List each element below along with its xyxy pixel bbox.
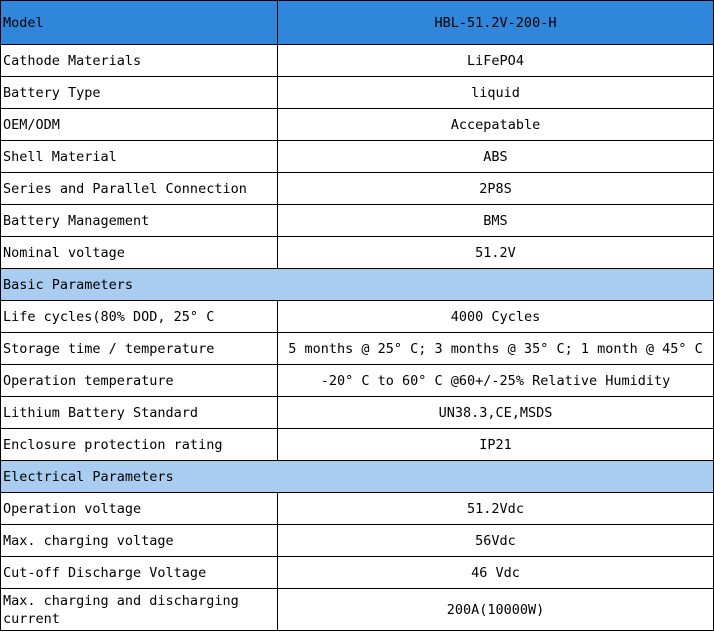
row-value: 2P8S	[278, 173, 714, 205]
row-value: IP21	[278, 429, 714, 461]
row-label: Nominal voltage	[1, 237, 278, 269]
row-value: 5 months @ 25° C; 3 months @ 35° C; 1 month @ 45° C	[278, 333, 714, 365]
row-label: Series and Parallel Connection	[1, 173, 278, 205]
table-row	[1, 365, 714, 397]
row-value: 4000 Cycles	[278, 301, 714, 333]
row-label: Operation voltage	[1, 493, 278, 525]
row-label: Shell Material	[1, 141, 278, 173]
row-label: Enclosure protection rating	[1, 429, 278, 461]
table-row	[1, 301, 714, 333]
row-value: -20° C to 60° C @60+/-25% Relative Humidity	[278, 365, 714, 397]
header-value: HBL-51.2V-200-H	[278, 1, 714, 45]
row-value: 56Vdc	[278, 525, 714, 557]
table-row	[1, 77, 714, 109]
table-row	[1, 45, 714, 77]
row-value: 200A(10000W)	[278, 589, 714, 631]
row-value: 51.2Vdc	[278, 493, 714, 525]
row-value: 46 Vdc	[278, 557, 714, 589]
row-value: 51.2V	[278, 237, 714, 269]
table-row	[1, 237, 714, 269]
row-label: Battery Type	[1, 77, 278, 109]
table-row	[1, 141, 714, 173]
section-title: Electrical Parameters	[1, 461, 714, 493]
section-header-electrical-parameters	[1, 461, 714, 493]
header-label: Model	[1, 1, 278, 45]
row-label: Cut-off Discharge Voltage	[1, 557, 278, 589]
row-label: Life cycles(80% DOD, 25° C	[1, 301, 278, 333]
row-label: Cathode Materials	[1, 45, 278, 77]
table-row	[1, 589, 714, 631]
table-row	[1, 173, 714, 205]
table-row	[1, 557, 714, 589]
table-row	[1, 525, 714, 557]
section-header-basic-parameters	[1, 269, 714, 301]
row-label: OEM/ODM	[1, 109, 278, 141]
section-title: Basic Parameters	[1, 269, 714, 301]
row-label: Operation temperature	[1, 365, 278, 397]
row-value: liquid	[278, 77, 714, 109]
row-value: UN38.3,CE,MSDS	[278, 397, 714, 429]
row-value: LiFePO4	[278, 45, 714, 77]
table-row	[1, 205, 714, 237]
row-label: Battery Management	[1, 205, 278, 237]
row-value: ABS	[278, 141, 714, 173]
row-label: Max. charging voltage	[1, 525, 278, 557]
row-value: BMS	[278, 205, 714, 237]
row-value: Accepatable	[278, 109, 714, 141]
table-row	[1, 397, 714, 429]
table-header-row	[1, 1, 714, 45]
table-row	[1, 493, 714, 525]
table-row	[1, 333, 714, 365]
row-label: Max. charging and discharging current	[1, 589, 278, 631]
row-label: Lithium Battery Standard	[1, 397, 278, 429]
table-row	[1, 429, 714, 461]
row-label: Storage time / temperature	[1, 333, 278, 365]
table-row	[1, 109, 714, 141]
